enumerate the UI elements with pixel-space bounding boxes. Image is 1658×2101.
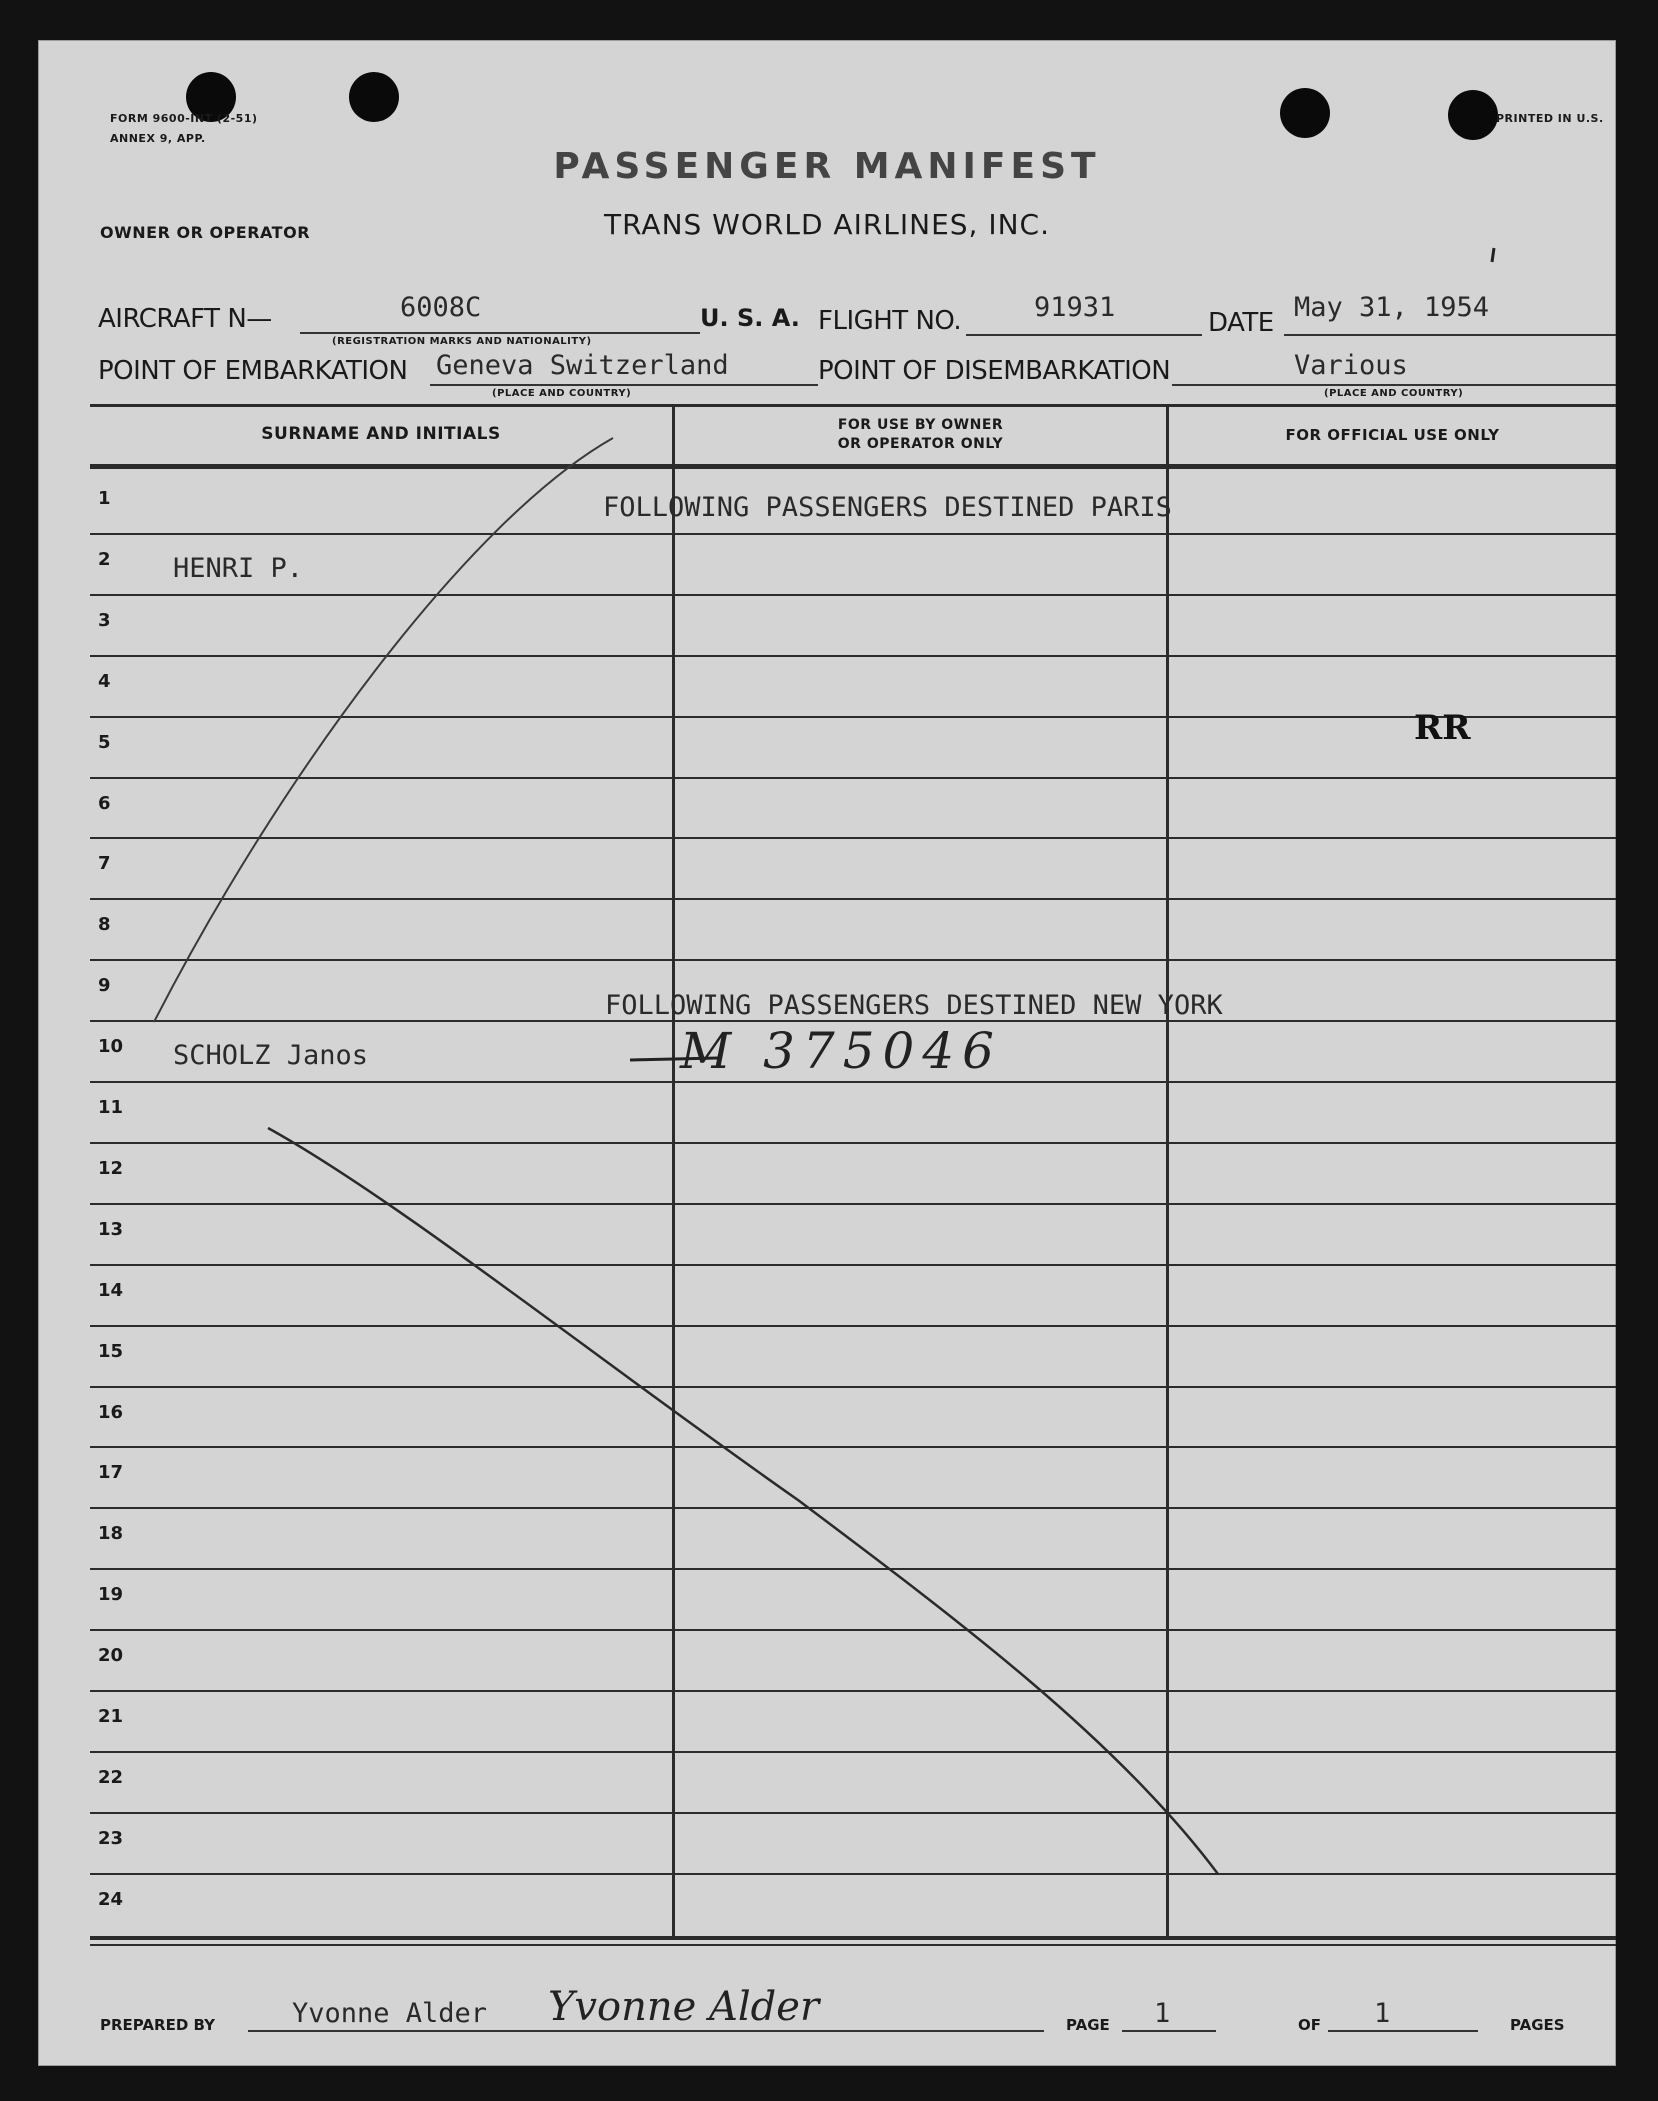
flight-value: 91931 [1034, 292, 1116, 323]
page-value: 1 [1154, 1998, 1171, 2029]
embarkation-caption: (PLACE AND COUNTRY) [492, 388, 632, 399]
row-number: 13 [98, 1218, 124, 1240]
pen-stroke-upper [154, 438, 613, 1022]
date-label: DATE [1208, 308, 1274, 338]
disembarkation-label: POINT OF DISEMBARKATION [818, 356, 1171, 386]
row-number: 23 [98, 1827, 124, 1849]
manifest-title: PASSENGER MANIFEST [553, 146, 1101, 187]
passenger-name: SCHOLZ Janos [173, 1040, 369, 1072]
row-number: 1 [98, 488, 111, 509]
airline-name: TRANS WORLD AIRLINES, INC. [603, 208, 1051, 241]
column-header-official-use: FOR OFFICIAL USE ONLY [1285, 426, 1500, 444]
row-number: 5 [98, 731, 111, 753]
row-number: 22 [98, 1766, 124, 1788]
note-row-1: FOLLOWING PASSENGERS DESTINED PARIS [603, 492, 1172, 523]
row-number: 17 [98, 1462, 124, 1484]
row-number: 24 [98, 1888, 124, 1910]
row-number: 19 [98, 1584, 124, 1606]
column-header-owner-use-1: FOR USE BY OWNER [837, 417, 1004, 433]
row-number: 14 [98, 1279, 124, 1301]
row-number: 16 [98, 1401, 124, 1423]
row-number: 4 [98, 670, 111, 692]
row-number: 10 [98, 1036, 124, 1058]
prepared-by-value: Yvonne Alder [292, 1998, 488, 2029]
date-value: May 31, 1954 [1294, 292, 1490, 323]
column-header-surname: SURNAME AND INITIALS [261, 424, 501, 444]
column-header-owner-use-2: OR OPERATOR ONLY [837, 436, 1004, 452]
row-number: 9 [98, 975, 111, 997]
row-number: 20 [98, 1645, 124, 1667]
pen-stroke-lower [268, 1128, 1218, 1874]
owner-label: OWNER OR OPERATOR [100, 223, 311, 242]
printed-in: PRINTED IN U.S. [1496, 112, 1604, 125]
row-number: 12 [98, 1157, 124, 1179]
prepared-by-label: PREPARED BY [100, 2016, 215, 2034]
form-number: FORM 9600-INT (2-51) [110, 112, 258, 125]
passenger-name: HENRI P. [173, 552, 304, 584]
page-label: PAGE [1066, 2016, 1110, 2034]
row-number: 21 [98, 1706, 124, 1727]
row-number: 7 [98, 853, 111, 875]
disembarkation-value: Various [1294, 350, 1408, 381]
row-number: 8 [98, 914, 111, 936]
small-tick [1492, 248, 1494, 262]
embarkation-value: Geneva Switzerland [436, 350, 729, 381]
aircraft-value: 6008C [400, 292, 482, 323]
row-number: 2 [98, 548, 111, 570]
of-label: OF [1298, 2016, 1321, 2034]
of-value: 1 [1374, 1998, 1391, 2029]
manifest-page [38, 40, 1616, 2066]
pages-label: PAGES [1510, 2016, 1565, 2034]
row-number: 11 [98, 1097, 124, 1118]
row-number: 18 [98, 1523, 124, 1545]
row-number: 3 [98, 609, 111, 631]
official-stamp-mark: RR [1414, 708, 1471, 748]
embarkation-label: POINT OF EMBARKATION [98, 356, 408, 386]
disembarkation-caption: (PLACE AND COUNTRY) [1324, 388, 1464, 399]
form-annex: ANNEX 9, APP. [110, 132, 206, 145]
row-number: 15 [98, 1340, 124, 1362]
aircraft-label: AIRCRAFT N— [98, 304, 272, 334]
flight-label: FLIGHT NO. [818, 306, 962, 336]
registration-caption: (REGISTRATION MARKS AND NATIONALITY) [332, 336, 592, 347]
usa-label: U. S. A. [700, 304, 800, 332]
row-number: 6 [98, 792, 111, 814]
handwritten-number: M 375046 [680, 1022, 1002, 1080]
handwritten-signature: Yvonne Alder [548, 1984, 820, 2030]
note-row-9: FOLLOWING PASSENGERS DESTINED NEW YORK [605, 990, 1223, 1021]
